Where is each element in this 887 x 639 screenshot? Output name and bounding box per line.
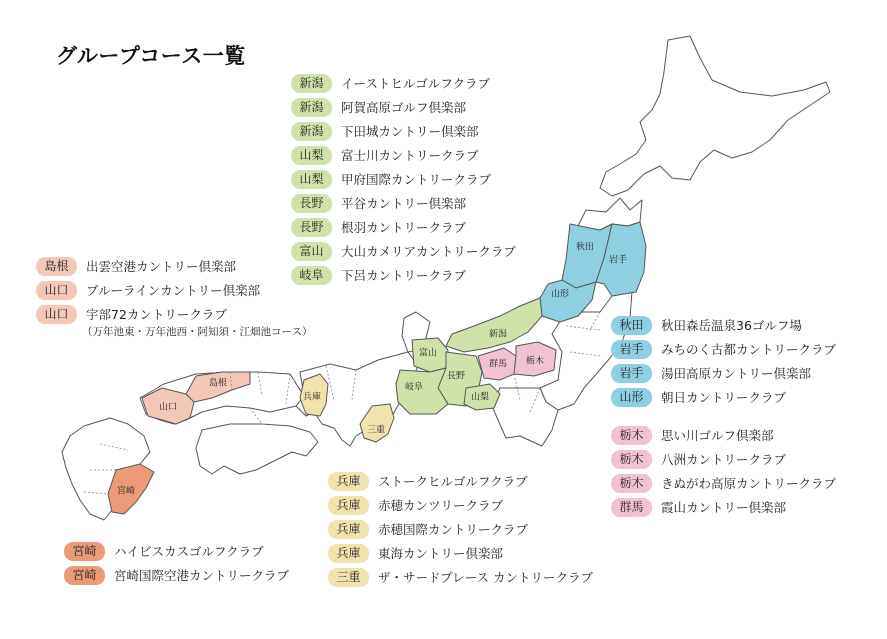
map-label-akita: 秋田 bbox=[575, 242, 595, 253]
pref-badge: 栃木 bbox=[611, 450, 652, 469]
course-name: 赤穂国際カントリークラブ bbox=[378, 522, 529, 537]
course-name: ストークヒルゴルフクラブ bbox=[378, 474, 528, 489]
list-item bbox=[611, 339, 836, 359]
course-name: 朝日カントリークラブ bbox=[661, 390, 787, 405]
list-item bbox=[611, 497, 786, 517]
list-item bbox=[291, 193, 466, 213]
map-label-nagano: 長野 bbox=[446, 371, 466, 382]
pref-badge: 島根 bbox=[36, 257, 77, 276]
list-item bbox=[291, 97, 466, 117]
pref-badge: 山梨 bbox=[291, 170, 332, 189]
course-name: 宮崎国際空港カントリークラブ bbox=[114, 568, 290, 583]
map-label-miyazaki: 宮崎 bbox=[116, 486, 136, 497]
list-item bbox=[291, 265, 466, 285]
map-label-mie: 三重 bbox=[366, 425, 386, 436]
pref-badge: 兵庫 bbox=[328, 496, 369, 515]
list-item bbox=[611, 387, 786, 407]
map-label-gifu: 岐阜 bbox=[404, 382, 424, 393]
list-item bbox=[36, 256, 236, 276]
list-item bbox=[328, 471, 528, 491]
pref-badge: 新潟 bbox=[291, 122, 332, 141]
course-name: 下呂カントリークラブ bbox=[341, 268, 467, 283]
map-label-gunma: 群馬 bbox=[488, 359, 508, 370]
course-name: 宇部72カントリークラブ bbox=[86, 307, 227, 322]
map-label-hyogo: 兵庫 bbox=[302, 392, 322, 403]
course-name: きぬがわ高原カントリークラブ bbox=[661, 476, 837, 491]
list-item bbox=[36, 280, 260, 300]
pref-badge: 栃木 bbox=[611, 426, 652, 445]
list-item bbox=[291, 121, 479, 141]
pref-badge: 宮崎 bbox=[64, 542, 105, 561]
pref-badge: 山形 bbox=[611, 388, 652, 407]
pref-badge: 岩手 bbox=[611, 364, 652, 383]
map-label-yamanashi: 山梨 bbox=[470, 392, 490, 403]
course-name: イーストヒルゴルフクラブ bbox=[341, 76, 491, 91]
pref-badge: 兵庫 bbox=[328, 472, 369, 491]
hokkaido-region bbox=[600, 36, 830, 196]
list-item bbox=[611, 363, 811, 383]
pref-badge: 富山 bbox=[291, 242, 332, 261]
course-name: 湯田高原カントリー倶楽部 bbox=[661, 366, 812, 381]
pref-badge: 兵庫 bbox=[328, 544, 369, 563]
page-title: グループコース一覧 bbox=[56, 44, 246, 68]
pref-badge: 群馬 bbox=[611, 498, 652, 517]
map-label-niigata: 新潟 bbox=[488, 329, 508, 340]
pref-badge: 秋田 bbox=[611, 316, 652, 335]
list-item bbox=[36, 304, 227, 324]
pref-badge: 栃木 bbox=[611, 474, 652, 493]
pref-badge: 山口 bbox=[36, 281, 77, 300]
course-name: 秋田森岳温泉36ゴルフ場 bbox=[661, 318, 802, 333]
pref-badge: 宮崎 bbox=[64, 566, 105, 585]
pref-badge: 新潟 bbox=[291, 74, 332, 93]
list-item bbox=[291, 73, 490, 93]
pref-badge: 岐阜 bbox=[291, 266, 332, 285]
course-name: 霞山カントリー倶楽部 bbox=[661, 500, 787, 515]
course-name: 阿賀高原ゴルフ倶楽部 bbox=[341, 100, 467, 115]
course-name: 富士川カントリークラブ bbox=[341, 148, 479, 163]
list-item bbox=[611, 425, 774, 445]
map-label-yamaguchi: 山口 bbox=[158, 402, 178, 413]
course-note: （万年池東・万年池西・阿知須・江畑池コース） bbox=[82, 326, 313, 338]
pref-badge: 長野 bbox=[291, 194, 332, 213]
pref-badge: 山梨 bbox=[291, 146, 332, 165]
course-name: みちのく古都カントリークラブ bbox=[661, 342, 837, 357]
pref-badge: 山口 bbox=[36, 305, 77, 324]
pref-badge: 新潟 bbox=[291, 98, 332, 117]
course-name: 根羽カントリークラブ bbox=[341, 220, 467, 235]
list-item bbox=[611, 449, 786, 469]
course-name: 八洲カントリークラブ bbox=[661, 452, 787, 467]
list-item bbox=[328, 495, 503, 515]
course-name: 赤穂カンツリークラブ bbox=[378, 498, 504, 513]
course-name: 下田城カントリー倶楽部 bbox=[341, 124, 479, 139]
pref-badge: 岩手 bbox=[611, 340, 652, 359]
map-label-yamagata: 山形 bbox=[550, 289, 570, 300]
list-item bbox=[291, 169, 491, 189]
list-item bbox=[328, 567, 593, 587]
list-item bbox=[611, 473, 836, 493]
pref-badge: 兵庫 bbox=[328, 520, 369, 539]
course-name: 大山カメリアカントリークラブ bbox=[341, 244, 516, 259]
course-name: 甲府国際カントリークラブ bbox=[341, 172, 492, 187]
list-item bbox=[611, 315, 802, 335]
course-name: 東海カントリー倶楽部 bbox=[378, 546, 504, 561]
map-label-toyama: 富山 bbox=[418, 348, 438, 359]
list-item bbox=[64, 541, 264, 561]
map-label-shimane: 島根 bbox=[208, 378, 228, 389]
course-name: ザ・サードプレース カントリークラブ bbox=[378, 570, 593, 585]
course-name: 思い川ゴルフ倶楽部 bbox=[661, 428, 774, 443]
course-name: 平谷カントリー倶楽部 bbox=[341, 196, 467, 211]
map-label-iwate: 岩手 bbox=[608, 255, 628, 266]
list-item bbox=[64, 565, 289, 585]
list-item bbox=[328, 543, 503, 563]
list-item bbox=[328, 519, 528, 539]
list-item bbox=[291, 241, 516, 261]
shikoku-region bbox=[196, 424, 318, 474]
course-name: ブルーラインカントリー倶楽部 bbox=[86, 283, 261, 298]
course-name: 出雲空港カントリー倶楽部 bbox=[86, 259, 237, 274]
course-name: ハイビスカスゴルフクラブ bbox=[114, 544, 264, 559]
map-label-tochigi: 栃木 bbox=[525, 356, 545, 367]
pref-badge: 長野 bbox=[291, 218, 332, 237]
list-item bbox=[291, 217, 466, 237]
pref-badge: 三重 bbox=[328, 568, 369, 587]
list-item bbox=[291, 145, 479, 165]
